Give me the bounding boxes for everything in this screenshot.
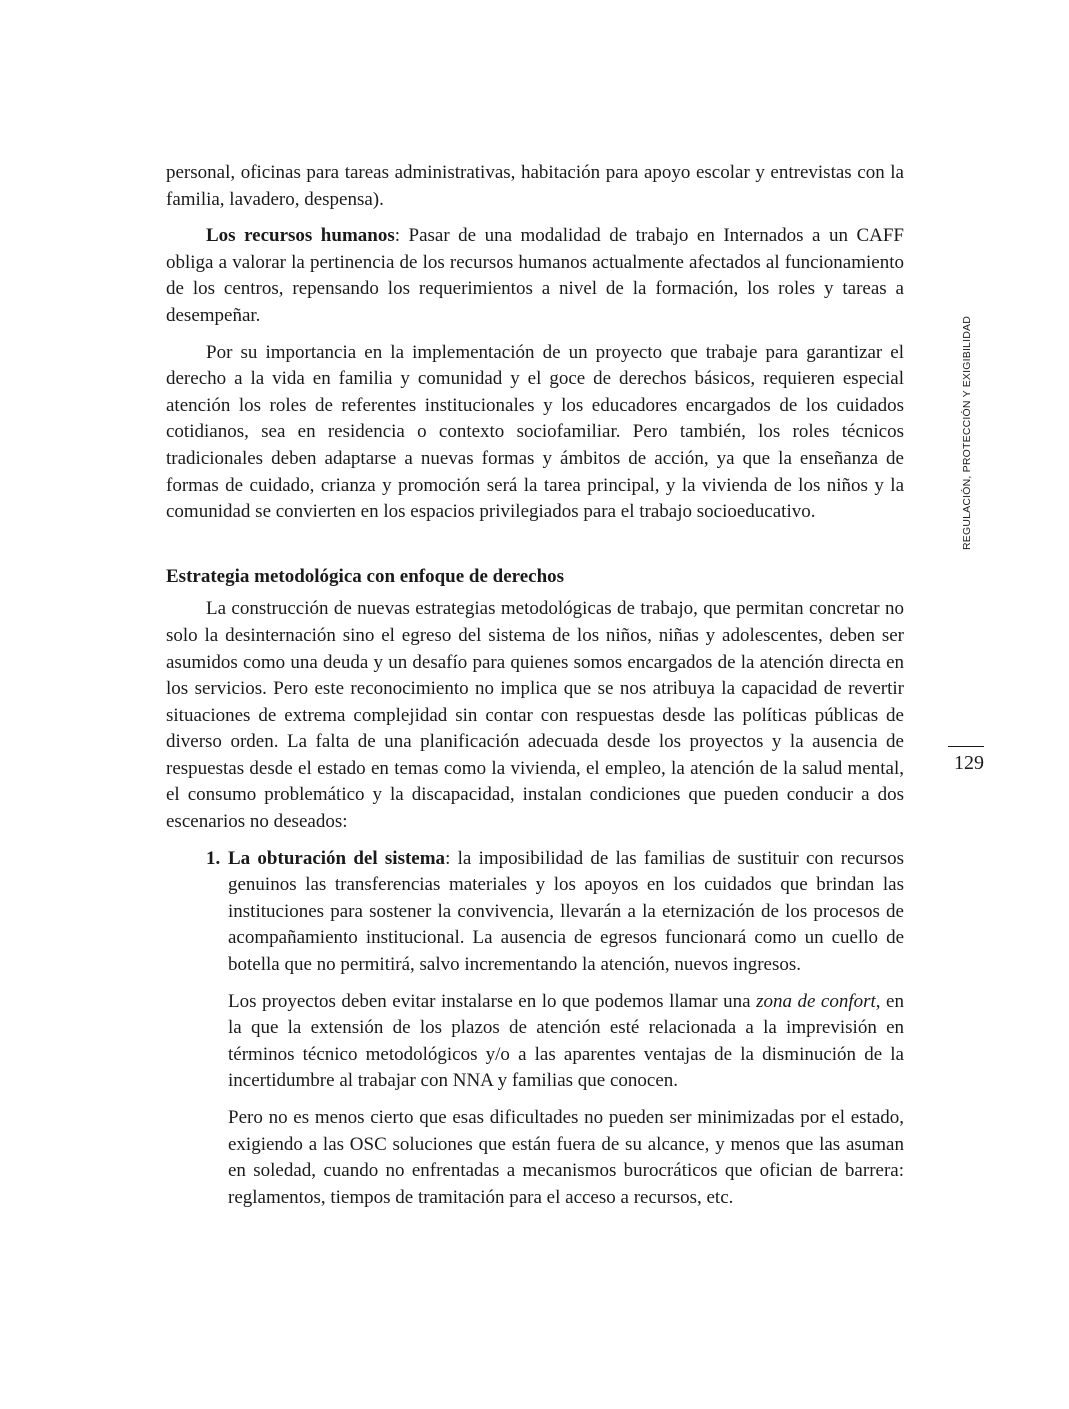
page-body [166, 160, 904, 1211]
italic-term: zona de confort [756, 990, 876, 1012]
bold-lead-obturacion: La obturación del sistema [228, 847, 446, 869]
list-item [166, 846, 904, 1212]
paragraph-construccion: La construcción de nuevas estrategias metodológicas de trabajo, que permitan concretar no solo la desinternación sino el egreso del sistema de los niños, niñas y adolescentes, deben ser asumidos como una deuda y un desafío para quienes somos encargados de la atención directa en los servicios. Pero este reconocimiento no implica que se nos atribuya la capacidad de revertir situaciones de extrema complejidad sin contar con respuestas desde las políticas públicas de diverso orden. La falta de una planificación adecuada desde los proyectos y la ausencia de respuestas desde el estado en temas como la vivienda, el empleo, la atención de la salud mental, el consumo problemático y la discapacidad, instalan condiciones que pueden conducir a dos escenarios no deseados: [166, 598, 904, 833]
paragraph-recursos-humanos [166, 223, 904, 329]
paragraph-text: : Pasar de una modalidad de trabajo en Internados a un CAFF obliga a valorar la pertinencia de los recursos humanos actualmente afectados al funcionamiento de los centros, repensando los requerimientos a nivel de la formación, los roles y tareas a desempeñar. [166, 225, 904, 326]
list-item-paragraph-3: Pero no es menos cierto que esas dificultades no pueden ser minimizadas por el estado, exigiendo a las OSC soluciones que están fuera de su alcance, y menos que las asuman en soledad, cuando no enfrentadas a mecanismos burocráticos que ofician de barrera: reglamentos, tiempos de tramitación para el acceso a recursos, etc. [228, 1107, 904, 1208]
numbered-list [166, 846, 904, 1212]
running-head-text: REGULACIÓN, PROTECCIÓN Y EXIGIBILIDAD [961, 315, 973, 550]
paragraph-importancia: Por su importancia en la implementación de un proyecto que trabaje para garantizar el derecho a la vida en familia y comunidad y el goce de derechos básicos, requieren especial atención los roles de referentes institucionales y los educadores encargados de los cuidados cotidianos, sea en residencia o contexto sociofamiliar. Pero también, los roles técnicos tradicionales deben adaptarse a nuevas formas y ámbitos de acción, ya que la enseñanza de formas de cuidado, crianza y promoción será la tarea principal, y la vivienda de los niños y la comunidad se convierten en los espacios privilegiados para el trabajo socioeducativo. [166, 341, 904, 523]
list-item-text: Los proyectos deben evitar instalarse en lo que podemos llamar una [228, 990, 757, 1012]
bold-lead-recursos-humanos: Los recursos humanos [206, 225, 395, 247]
list-item-paragraph [228, 846, 904, 979]
page-number-rule [948, 746, 984, 747]
list-item-text: : la imposibilidad de las familias de sustituir con recursos genuinos las transferencias materiales y los apoyos en los cuidados que brindan las instituciones para sostener la convivencia, llevarán a la eternización de los procesos de acompañamiento institucional. La ausencia de egresos funcionará como un cuello de botella que no permitirá, salvo incrementando la atención, nuevos ingresos. [228, 847, 905, 976]
list-item-paragraph-2 [228, 989, 904, 1095]
list-item-text: , en la que la extensión de los plazos de atención esté relacionada a la imprevisión en términos técnico metodológicos y/o a las aparentes ventajas de la disminución de la incertidumbre al trabajar con NNA y familias que conocen. [228, 990, 904, 1092]
section-heading: Estrategia metodológica con enfoque de derechos [166, 565, 565, 587]
list-item-number: 1. [206, 847, 221, 869]
page-number: 129 [954, 752, 984, 774]
paragraph-continuation: personal, oficinas para tareas administrativas, habitación para apoyo escolar y entrevistas con la familia, lavadero, despensa). [166, 162, 904, 210]
running-head [952, 300, 982, 565]
